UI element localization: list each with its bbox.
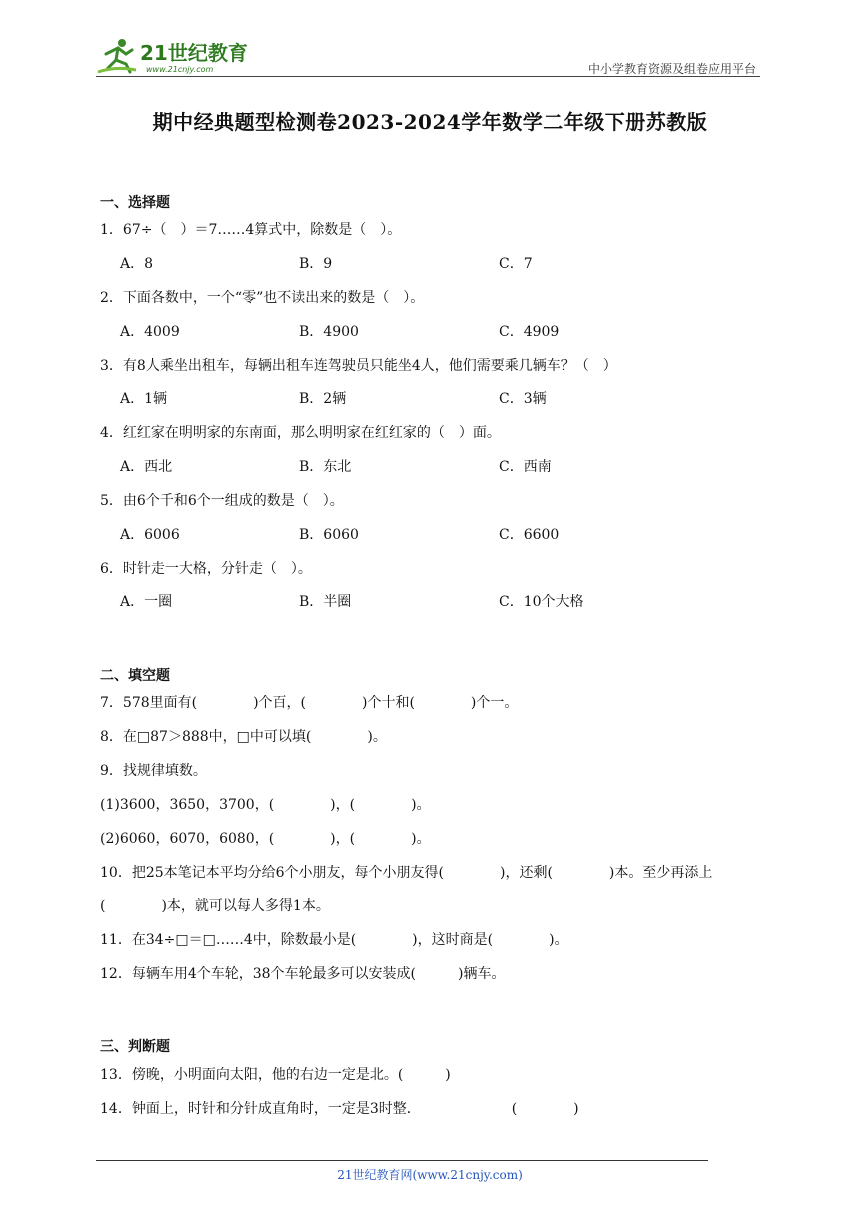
q1-option-b: B．9 bbox=[299, 256, 333, 272]
question-9-part-1: (1)3600，3650，3700，( )，( )。 bbox=[100, 797, 431, 813]
question-1: 1．67÷（ ）＝7……4算式中，除数是（ ）。 bbox=[100, 222, 402, 238]
q2-option-a: A．4009 bbox=[120, 324, 180, 340]
platform-tagline: 中小学教育资源及组卷应用平台 bbox=[587, 62, 756, 76]
question-3: 3．有8人乘坐出租车，每辆出租车连驾驶员只能坐4人，他们需要乘几辆车？（ ） bbox=[100, 358, 617, 374]
q6-option-c: C．10个大格 bbox=[499, 594, 584, 610]
section-fill-heading: 二、填空题 bbox=[100, 668, 170, 684]
page-title: 期中经典题型检测卷2023-2024学年数学二年级下册苏教版 bbox=[152, 110, 708, 134]
question-11: 11．在34÷□＝□……4中，除数最小是( )，这时商是( )。 bbox=[100, 932, 569, 948]
question-6: 6．时针走一大格，分针走（ ）。 bbox=[100, 561, 312, 577]
question-10: 10．把25本笔记本平均分给6个小朋友，每个小朋友得( )，还剩( )本。至少再添上 bbox=[100, 865, 713, 881]
question-2: 2．下面各数中，一个“零”也不读出来的数是（ ）。 bbox=[100, 290, 425, 306]
q5-option-a: A．6006 bbox=[120, 527, 180, 543]
question-12: 12．每辆车用4个车轮，38个车轮最多可以安装成( )辆车。 bbox=[100, 966, 506, 982]
q3-option-a: A．1辆 bbox=[120, 391, 168, 407]
q4-option-a: A．西北 bbox=[120, 459, 173, 475]
q1-option-c: C．7 bbox=[499, 256, 533, 272]
q4-option-c: C．西南 bbox=[499, 459, 552, 475]
section-judge-heading: 三、判断题 bbox=[100, 1039, 170, 1055]
footer-link[interactable]: 21世纪教育网(www.21cnjy.com) bbox=[337, 1168, 523, 1182]
footer-divider bbox=[96, 1160, 708, 1161]
question-14: 14．钟面上，时针和分针成直角时，一定是3时整． ( ) bbox=[100, 1101, 579, 1117]
q2-option-b: B．4900 bbox=[299, 324, 359, 340]
q1-option-a: A．8 bbox=[120, 256, 154, 272]
section-choice-heading: 一、选择题 bbox=[100, 195, 170, 211]
question-9-part-2: (2)6060，6070，6080，( )，( )。 bbox=[100, 831, 431, 847]
logo-text: 21世纪教育 bbox=[140, 41, 248, 65]
site-logo bbox=[96, 34, 266, 78]
header-divider bbox=[96, 76, 760, 77]
question-10-continued: ( )本，就可以每人多得1本。 bbox=[100, 898, 330, 914]
question-4: 4．红红家在明明家的东南面，那么明明家在红红家的（ ）面。 bbox=[100, 425, 501, 441]
q4-option-b: B．东北 bbox=[299, 459, 352, 475]
q5-option-b: B．6060 bbox=[299, 527, 359, 543]
question-9: 9．找规律填数。 bbox=[100, 763, 207, 779]
q5-option-c: C．6600 bbox=[499, 527, 560, 543]
q6-option-a: A．一圈 bbox=[120, 594, 173, 610]
q6-option-b: B．半圈 bbox=[299, 594, 352, 610]
runner-icon bbox=[98, 39, 136, 72]
logo-url: www.21cnjy.com bbox=[146, 65, 214, 74]
q3-option-b: B．2辆 bbox=[299, 391, 347, 407]
q2-option-c: C．4909 bbox=[499, 324, 560, 340]
question-8: 8．在□87＞888中，□中可以填( )。 bbox=[100, 729, 387, 745]
question-13: 13．傍晚，小明面向太阳，他的右边一定是北。( ) bbox=[100, 1067, 451, 1083]
question-5: 5．由6个千和6个一组成的数是（ ）。 bbox=[100, 493, 344, 509]
question-7: 7．578里面有( )个百，( )个十和( )个一。 bbox=[100, 695, 519, 711]
q3-option-c: C．3辆 bbox=[499, 391, 547, 407]
